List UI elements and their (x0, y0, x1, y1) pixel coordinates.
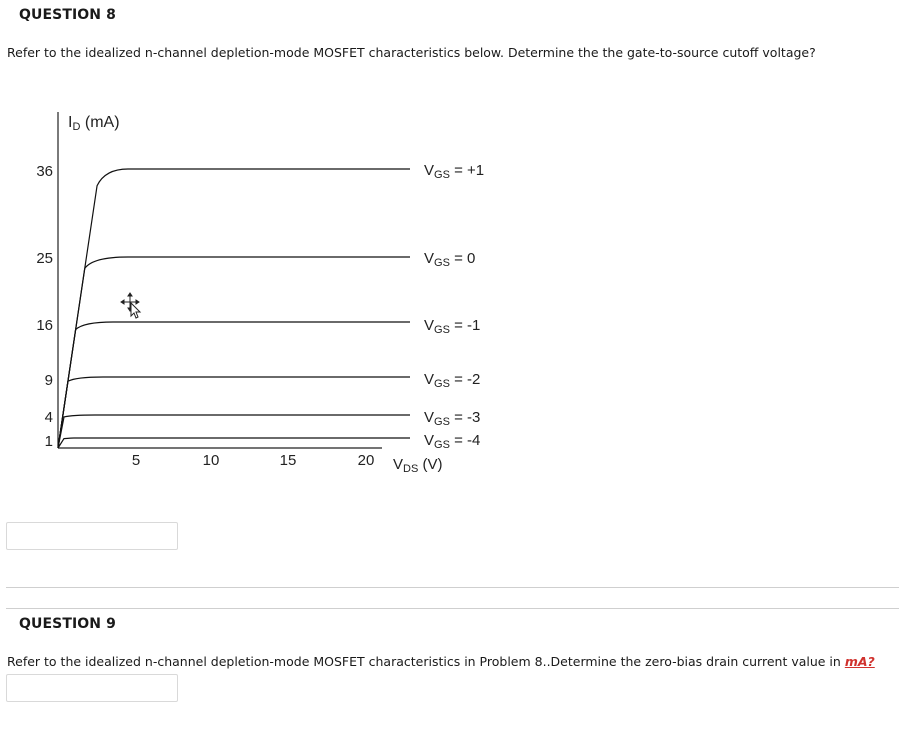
x-tick-label: 20 (357, 452, 375, 469)
question-9-title: QUESTION 9 (19, 616, 116, 632)
curve-vgs-5 (58, 438, 410, 448)
question-9-text-main: Refer to the idealized n-channel depletion-mode MOSFET characteristics in Problem 8..Determine the zero-bias drain current value in (7, 654, 845, 669)
section-divider-bottom (6, 608, 899, 609)
y-axis-label: ID (mA) (68, 114, 120, 133)
y-tick-label: 36 (36, 163, 53, 180)
curve-label: $V_{GS} = -2$ (424, 371, 481, 390)
y-tick-label: 4 (44, 409, 53, 426)
curve-label: $V_{GS} = -1$ (424, 317, 481, 336)
question-9-text (7, 654, 875, 669)
y-tick-label: 16 (36, 317, 53, 334)
curve-vgs-2 (58, 322, 410, 448)
x-tick-label: 5 (131, 452, 141, 469)
y-tick-label: 9 (44, 372, 53, 389)
curve-label: $V_{GS} = -4$ (424, 432, 481, 451)
x-axis-label: $V_{DS}$ (V) (393, 456, 443, 475)
curve-label: $V_{GS} = 0$ (424, 250, 476, 269)
x-tick-label: 15 (279, 452, 297, 469)
question-9-unit-emphasis: mA? (844, 654, 875, 669)
y-tick-label: 1 (44, 433, 53, 450)
move-cursor-icon (121, 293, 140, 318)
question-8-text: Refer to the idealized n-channel depletion-mode MOSFET characteristics below. Determine the the gate-to-source cutoff voltage? (7, 45, 816, 60)
curve-vgs-0 (58, 169, 410, 448)
curve-label: $V_{GS} = +1$ (424, 162, 485, 181)
question-8-answer-input[interactable] (6, 522, 178, 550)
x-tick-label: 10 (202, 452, 220, 469)
curve-label: $V_{GS} = -3$ (424, 409, 481, 428)
question-8-title: QUESTION 8 (19, 7, 116, 23)
curve-vgs-3 (58, 377, 410, 448)
section-divider-top (6, 587, 899, 588)
y-tick-label: 25 (36, 250, 53, 267)
mosfet-characteristics-chart (0, 0, 520, 490)
curve-vgs-1 (58, 257, 410, 448)
curve-vgs-4 (58, 415, 410, 448)
question-9-answer-input[interactable] (6, 674, 178, 702)
